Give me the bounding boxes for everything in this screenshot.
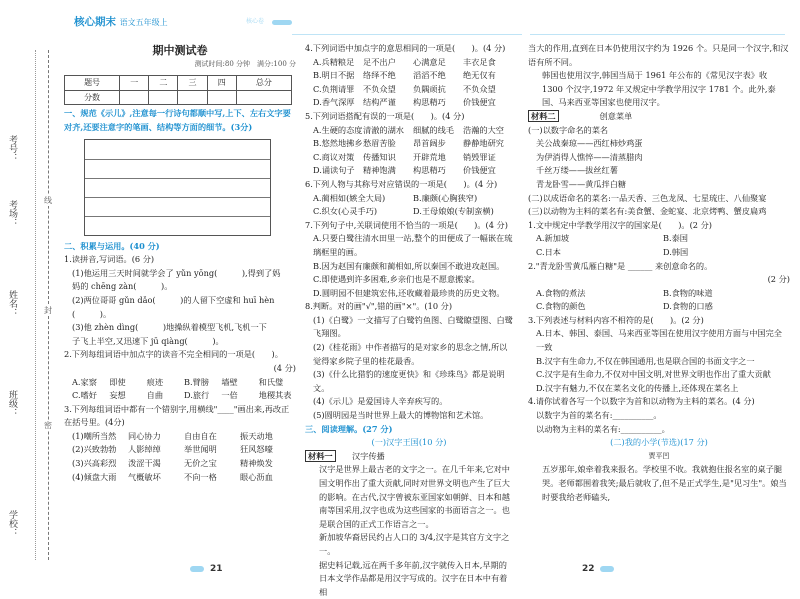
q7-stem: 7.下列句子中,关联词使用不恰当的一项是( )。(4 分) — [305, 219, 508, 230]
seal-line — [35, 50, 36, 560]
section-3-heading: 三、阅读理解。(27 分) — [305, 423, 393, 434]
column-left: 期中测试卷 测试时间:80 分钟 满分:100 分 题号 一 二 三 四 总分 分数 一、规范《示儿》,注意每一行诗句都顺中写,上下、左右文字要对齐,还要注意字的笔画、结构等方面的细节。(3分) 二、积累与运用。(40 分) 1.读拼音,写词语。(6 分) (1)他运用三天时间就学会了 yǔn yōng( ),得到了妈 妈的 chēng zàn( )。 (2)两位哥哥 gǔn dǎo( )的人留下空虚和 huī hèn ( )。 (3)他 zhèn dìng( )地操纵着模型飞机,飞机一下 子飞上半空,又迅速下 jū qiàng( )。 2.下列每组词语中加点字的读音不完全相同的一项是( )。 (4 分) A.家察 即使 痕迹 B.臂膀 墙壁 和氏璧 C.嗜好 妄想 自曲 D.旅行 一倍 地稷其表 3.下列每组词语中都有一个错别字,用横线"____"画出来,再改正在括号里。(4分) (1)嘲所当然 同心协力 自由自在 振天动地 (2)兴致勃勃 人影绰绰 举世闻明 狂风怒嚎 (3)兴高彩烈 泼涩干渴 无价之宝 精神焕发 (4)倾盘大雨 气概敏坏 不向一格 眼心沥血 — [64, 42, 296, 484]
r-q2-stem: 2."青龙卧雪黄瓜雁白糖"是 ______ 来创意命名的。 — [528, 260, 713, 271]
brand-logo: 核心期末 语文五年级上 — [74, 16, 168, 28]
score-row-header: 题号 一 二 三 四 总分 — [65, 76, 292, 91]
passage-p2: 新加坡华裔居民约占人口的 3/4,汉字是其官方文字之一。 — [319, 532, 510, 556]
score-table — [64, 75, 292, 105]
answer-number-dish[interactable]: 以数字为首的菜名有:__________。 — [536, 410, 662, 421]
q2-options-1: A.家察 即使 痕迹 B.臂膀 墙壁 和氏璧 — [72, 376, 284, 387]
q5-stem: 5.下列词语搭配有误的一项是( )。(4 分) — [305, 110, 465, 121]
answer-animal-dish[interactable]: 以动物为主料的菜名有:__________。 — [536, 423, 670, 434]
seal-char-line: 线 — [44, 196, 52, 205]
exam-meta: 测试时间:80 分钟 满分:100 分 — [194, 59, 296, 68]
reading-1-title: (一)汉字王国(10 分) — [371, 437, 447, 448]
header-deco — [272, 20, 292, 25]
writing-grid[interactable] — [84, 139, 271, 236]
r-q1-stem: 1.文中规定中学教学用汉字的国家是( )。(2 分) — [528, 219, 712, 230]
passage-p5: 韩国也使用汉字,韩国当局于 1961 年公布的《常见汉字表》收 1300 个汉字,1972 年又规定中学教学用汉字 1781 个。此外,泰国、马来西亚等国家也使用汉字。 — [542, 70, 776, 108]
q2-options-2: C.嗜好 妄想 自曲 D.旅行 一倍 地稷其表 — [72, 390, 292, 401]
material-2-title: 创意菜单 — [599, 110, 633, 121]
page-number-left: 21 — [210, 564, 223, 574]
passage-p6: 五岁那年,娘牵着我来报名。学校里不收。我就抱住报名室的桌子腿哭。老师都围着我笑;最后就收了,但不是正式学生,是"见习生"。娘当时要我给老师磕头, — [542, 464, 787, 502]
material-2-label: 材料二 — [528, 110, 559, 122]
column-right: 当大的作用,直到在日本仍使用汉字约为 1926 个。只是同一个汉字,和汉语有所不同。 韩国也使用汉字,韩国当局于 1961 年公布的《常见汉字表》收 1300 个汉字,1972 年又规定中学教学用汉字 1781 个。此外,泰国、马来西亚等国家也使用汉字。 材料二 创意菜单 (一)以数字命名的菜名 关公战秦琼——西红柿炒鸡蛋 为伊消得人憔悴——清蒸腊肉 千丝万缕——拔丝红薯 青龙卧雪——黄瓜拌白糖 (二)以成语命名的菜名:一品天香、三色龙凤、七星琉庄、八仙聚宴 (三)以动物为主料的菜名有:美食蟹、金蛇宴、北京烤鸭、蟹皮扁鸡 1.文中规定中学教学用汉字的国家是( )。(2 分) A.新加坡 B.泰国 C.日本 D.韩国 2."青龙卧雪黄瓜雁白糖"是 ______ 来创意命名的。 (2 分) A.食物的煮法 B.食物的味道 C.食物的颜色 D.食物的口感 3.下列表述与材料内容不相符的是( )。(2 分) A.日本、韩国、泰国、马来西亚等国在使用汉字使用方面与中国完全一致 B.汉字有生命力,不仅在韩国通用,也是联合国的书面文字之一 C.汉字是有生命力,不仅对中国文明,对世界文明也作出了重大贡献 D.汉字有魅力,不仅在菜名文化的传播上,还体现在菜名上 4.请你试着各写一个以数字为首和以动物为主料的菜名。(4 分) 以数字为首的菜名有:__________。 以动物为主料的菜名有:__________。 (二)我的小学(节选)(17 分) 贾平凹 五岁那年,娘牵着我来报名。学校里不收。我就抱住报名室的桌子腿哭。老师都围着我笑;最后就收了,但不是正式学生,是"见习生"。娘当时要我给老师磕头, — [528, 42, 790, 504]
section-1-heading: 一、规范《示儿》,注意每一行诗句都顺中写,上下、左右文字要对齐,还要注意字的笔画、结构等方面的细节。(3分) — [64, 108, 291, 132]
page-title: 期中测试卷 — [152, 44, 208, 57]
q6-stem: 6.下列人物与其称号对应错误的一项是( )。(4 分) — [305, 178, 498, 189]
passage-p4: 当大的作用,直到在日本仍使用汉字约为 1926 个。只是同一个汉字,和汉语有所不同。 — [528, 43, 789, 67]
q2-stem: 2.下列每组词语中加点字的读音不完全相同的一项是( )。 — [64, 349, 283, 360]
exam-room-label: 考场： — [7, 200, 17, 227]
page-header — [60, 8, 790, 34]
reading-2-title: (二)我的小学(节选)(17 分) — [610, 437, 708, 448]
page-num-deco-left — [190, 566, 204, 572]
class-label: 班级： — [7, 390, 17, 417]
header-tag: 核心卷 — [246, 18, 265, 25]
q3-row-1: (1)嘲所当然 同心协力 自由自在 振天动地 — [72, 430, 273, 441]
section-2-heading: 二、积累与运用。(40 分) — [64, 240, 160, 251]
header-rule — [292, 34, 522, 35]
q3-row-3: (3)兴高彩烈 泼涩干渴 无价之宝 精神焕发 — [72, 458, 273, 469]
name-label: 姓名： — [7, 290, 17, 317]
q4-stem: 4.下列词语中加点字的意思相同的一项是( )。(4 分) — [305, 43, 506, 53]
column-middle: 4.下列词语中加点字的意思相同的一项是( )。(4 分) A.兵精粮足 足不出户 心满意足 丰衣足食 B.明日不据 络绎不绝 滔滔不绝 绝无仅有 C.负荆请罪 不负众望 负隅顽抗 不负众望 D.香气深厚 结构严谨 构思精巧 价钱便宜 5.下列词语搭配有误的一项是( )。(4 分) A.生硬的态度 清澈的湖水 细腻的线毛 浩瀚的大空 B.悠然地拂乡 愁眉苦脸 昂首阔步 静静地研究 C.商议对策 传播知识 开辟荒地 销毁罪证 D.诵读句子 精神饱满 构思精巧 价钱便宜 6.下列人物与其称号对应错误的一项是( )。(4 分) A.蔺相如(嫉全大局) B.廉颇(心胸狭窄) C.织女(心灵手巧) D.王母娘娘(专制蛮横) 7.下列句子中,关联词使用不恰当的一项是( )。(4 分) A.只要白鹭往清水田里一站,整个的田便成了一幅嵌在琉璃框里的画。 B.因为赵国有廉颇和蔺相如,所以秦国不敢进攻赵国。 C.即使遇到许多困难,乡亲们也是不愿意搬家。 D.圆明园不但建筑宏伟,还收藏着最珍贵的历史文物。 8.判断。对的画"√",错的画"×"。(10 分) (1)《白鹭》一文描写了白鹭钓鱼图、白鹭瞭望图、白鹭飞翔图。 (2)《桂花雨》中作者描写的是对家乡的思念之情,所以觉得家乡院子里的桂花最香。 (3)《什么比猎豹的速度更快》和《珍珠鸟》都是说明文。 (4)《示儿》是爱国诗人辛弃疾写的。 (5)圆明园是当时世界上最大的博物馆和艺术馆。 三、阅读理解。(27 分) (一)汉字王国(10 分) 材料一 汉字传播 汉字是世界上最古老的文字之一。在几千年来,它对中国文明作出了重大贡献,同时对世界文明也产生了巨大的影响。在古代,汉字曾被东亚国家如朝鲜、日本和越南等国采用,汉字也成为这些国家的书面语言之一。也是联合国的正式工作语言之一。 新加坡华裔居民约占人口的 3/4,汉字是其官方文字之一。 据史料记载,远在两千多年前,汉字就传入日本,早期的日本文学作品都是用汉字写成的。汉字在日本中有着相 — [305, 42, 513, 599]
passage-p1: 汉字是世界上最古老的文字之一。在几千年来,它对中国文明作出了重大贡献,同时对世界文明也产生了巨大的影响。在古代,汉字曾被东亚国家如朝鲜、日本和越南等国采用,汉字也成为这些国家的书面语言之一。也是联合国的正式工作语言之一。 — [319, 464, 510, 529]
author: 贾平凹 — [648, 451, 670, 460]
seal-char-seal: 封 — [44, 306, 52, 315]
material-1-title: 汉字传播 — [351, 450, 385, 461]
q1-stem: 1.读拼音,写词语。(6 分) — [64, 254, 155, 265]
seal-char-secret: 密 — [44, 421, 52, 430]
exam-no-label: 考号： — [7, 135, 17, 162]
page-number-right: 22 — [582, 564, 595, 574]
header-rule-right — [530, 34, 785, 35]
score-row-values: 分数 — [65, 90, 292, 105]
q3-row-2: (2)兴致勃勃 人影绰绰 举世闻明 狂风怒嚎 — [72, 444, 273, 455]
grade-label: 语文五年级上 — [119, 18, 168, 27]
page-num-deco-right — [600, 566, 614, 572]
q8-stem: 8.判断。对的画"√",错的画"×"。(10 分) — [305, 301, 453, 312]
q3-row-4: (4)倾盘大雨 气概敏坏 不向一格 眼心沥血 — [72, 471, 273, 482]
r-q3-stem: 3.下列表述与材料内容不相符的是( )。(2 分) — [528, 314, 704, 325]
q3-stem: 3.下列每组词语中都有一个错别字,用横线"____"画出来,再改正在括号里。(4分) — [64, 403, 290, 428]
school-label: 学校： — [7, 510, 17, 537]
passage-p3: 据史料记载,远在两千多年前,汉字就传入日本,早期的日本文学作品都是用汉字写成的。汉字在日本中有着相 — [319, 559, 508, 597]
r-q4-stem: 4.请你试着各写一个以数字为首和以动物为主料的菜名。(4 分) — [528, 396, 755, 407]
material-1-label: 材料一 — [305, 450, 336, 462]
